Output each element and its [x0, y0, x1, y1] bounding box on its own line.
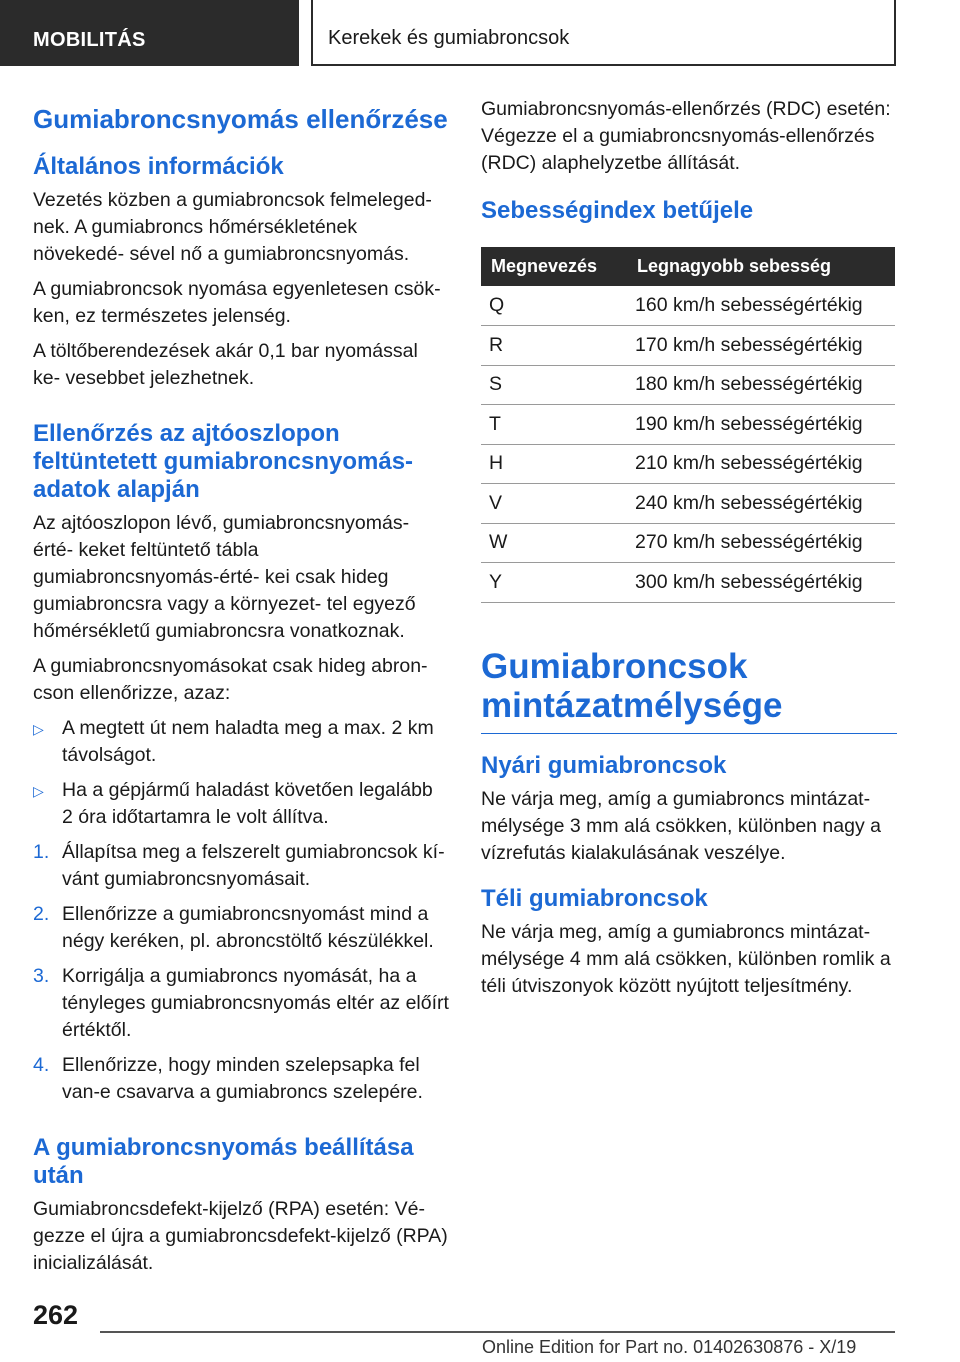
table-header-row	[481, 247, 895, 286]
chapter-tab	[311, 0, 896, 66]
table-cell: 190 km/h sebességértékig	[627, 405, 895, 445]
section-title: MOBILITÁS	[33, 29, 146, 51]
step-number: 4.	[33, 1054, 50, 1076]
right-column	[481, 96, 897, 1008]
column-header: Megnevezés	[481, 247, 627, 286]
table-cell: S	[481, 365, 627, 405]
paragraph: Az ajtóoszlopon lévő, gumiabroncsnyomás-érté- keket feltüntető tábla gumiabroncsnyomás-érté- kei csak hideg gumiabroncsra vagy a környezet- tel egyező hőmérsékletű gumiabroncsra vonatkoznak.	[33, 512, 416, 642]
table-cell: R	[481, 326, 627, 366]
table-cell: 300 km/h sebességértékig	[627, 563, 895, 603]
paragraph: Ne várja meg, amíg a gumiabroncs mintázat- mélysége 3 mm alá csökken, különben nagy a vízrefutás kialakulásának veszélye.	[481, 787, 881, 864]
left-column	[33, 96, 449, 1285]
table-row	[481, 365, 895, 405]
general-info-heading: Általános információk	[33, 153, 284, 180]
paragraph: A töltőberendezések akár 0,1 bar nyomással ke- vesebbet jelezhetnek.	[33, 340, 418, 389]
table-cell: 160 km/h sebességértékig	[627, 286, 895, 326]
tread-depth-heading: Gumiabroncsok mintázatmélysége	[481, 647, 897, 734]
step-item	[33, 901, 449, 955]
list-item	[33, 777, 449, 831]
list-item	[33, 715, 449, 769]
table-row	[481, 326, 895, 366]
list-item-text: Ha a gépjármű haladást követően legalább 2 óra időtartamra le volt állítva.	[62, 779, 433, 828]
table-cell: W	[481, 523, 627, 563]
paragraph: A gumiabroncsok nyomása egyenletesen csök- ken, ez természetes jelenség.	[33, 278, 441, 327]
paragraph: Vezetés közben a gumiabroncsok felmeleged- nek. A gumiabroncs hőmérsékletének növekedé- sével nő a gumiabroncsnyomás.	[33, 189, 432, 265]
speed-index-table	[481, 247, 895, 603]
step-item	[33, 1052, 449, 1106]
table-cell: 270 km/h sebességértékig	[627, 523, 895, 563]
step-number: 2.	[33, 903, 50, 925]
step-item	[33, 839, 449, 893]
list-item-text: A megtett út nem haladta meg a max. 2 km távolságot.	[62, 717, 434, 766]
step-text: Ellenőrizze, hogy minden szelepsapka fel van-e csavarva a gumiabroncs szelepére.	[62, 1054, 423, 1103]
step-text: Korrigálja a gumiabroncs nyomását, ha a tényleges gumiabroncsnyomás eltér az előírt értéktől.	[62, 965, 449, 1041]
winter-tires-heading: Téli gumiabroncsok	[481, 884, 708, 912]
table-cell: V	[481, 484, 627, 524]
speed-index-heading: Sebességindex betűjele	[481, 197, 754, 224]
page-number: 262	[33, 1300, 79, 1330]
table-cell: 210 km/h sebességértékig	[627, 444, 895, 484]
section-tab	[0, 0, 299, 66]
conditions-list	[33, 715, 449, 831]
footer-edition: Online Edition for Part no. 01402630876 - X/19	[482, 1337, 857, 1357]
step-number: 3.	[33, 965, 50, 987]
table-cell: Q	[481, 286, 627, 326]
table-cell: 240 km/h sebességértékig	[627, 484, 895, 524]
table-row	[481, 444, 895, 484]
table-row	[481, 286, 895, 326]
triangle-right-outline-icon: ▷	[33, 783, 44, 799]
step-number: 1.	[33, 841, 50, 863]
triangle-right-outline-icon: ▷	[33, 721, 44, 737]
paragraph: Gumiabroncsdefekt-kijelző (RPA) esetén: Vé- gezze el újra a gumiabroncsdefekt-kijelző (RPA) inicializálását.	[33, 1198, 448, 1274]
step-text: Állapítsa meg a felszerelt gumiabroncsok kí- vánt gumiabroncsnyomásait.	[62, 841, 445, 890]
table-cell: 180 km/h sebességértékig	[627, 365, 895, 405]
steps-list	[33, 839, 449, 1106]
step-text: Ellenőrizze a gumiabroncsnyomást mind a négy keréken, pl. abroncstöltő készülékkel.	[62, 903, 434, 952]
paragraph: Gumiabroncsnyomás-ellenőrzés (RDC) esetén: Végezze el a gumiabroncsnyomás-ellenőrzés (RDC) alaphelyzetbe állítását.	[481, 98, 891, 174]
chapter-title: Kerekek és gumiabroncsok	[328, 27, 570, 49]
step-item	[33, 963, 449, 1044]
column-header: Legnagyobb sebesség	[627, 247, 895, 286]
table-row	[481, 563, 895, 603]
table-row	[481, 523, 895, 563]
footer-divider	[100, 1331, 895, 1333]
paragraph: A gumiabroncsnyomásokat csak hideg abron- cson ellenőrizze, azaz:	[33, 655, 428, 704]
paragraph: Ne várja meg, amíg a gumiabroncs mintázat- mélysége 4 mm alá csökken, különben romlik a téli útviszonyok között nyújtott teljesítmény.	[481, 920, 891, 997]
summer-tires-heading: Nyári gumiabroncsok	[481, 751, 727, 779]
table-cell: 170 km/h sebességértékig	[627, 326, 895, 366]
table-cell: Y	[481, 563, 627, 603]
table-row	[481, 405, 895, 445]
table-cell: H	[481, 444, 627, 484]
section-heading: Gumiabroncsnyomás ellenőrzése	[33, 104, 448, 134]
door-pillar-check-heading: Ellenőrzés az ajtóoszlopon feltüntetett gumiabroncsnyomás- adatok alapján	[33, 420, 414, 503]
after-adjustment-heading: A gumiabroncsnyomás beállítása után	[33, 1134, 414, 1189]
table-cell: T	[481, 405, 627, 445]
table-row	[481, 484, 895, 524]
